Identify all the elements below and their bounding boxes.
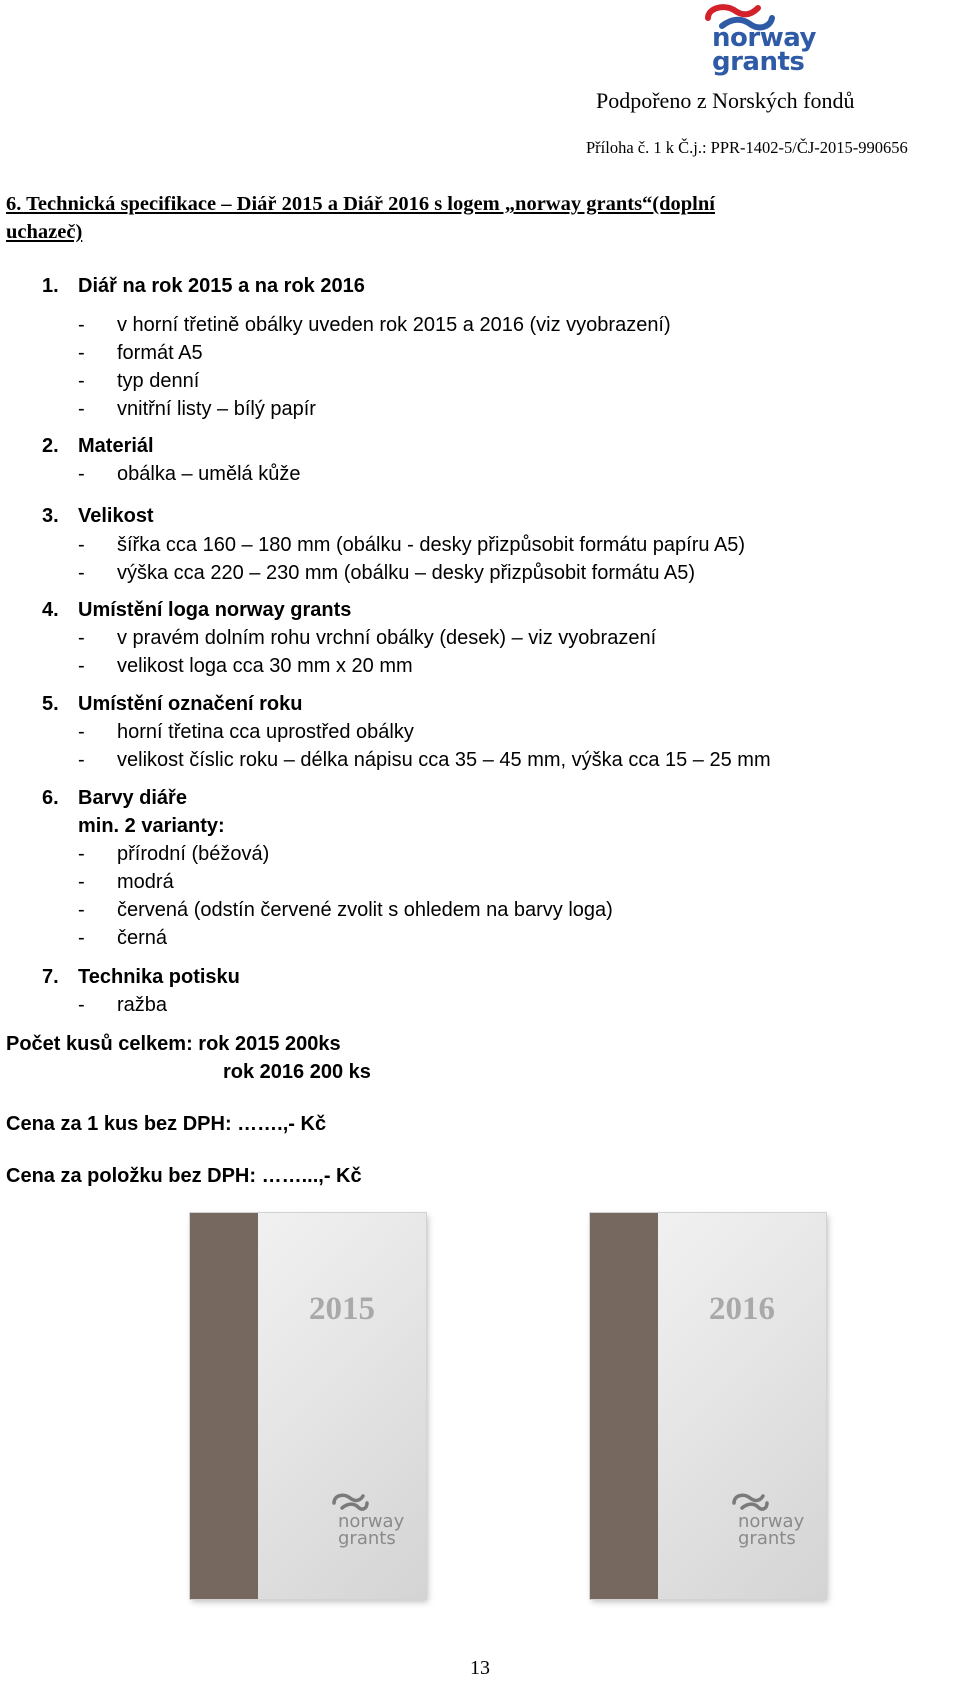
diary-logo-swoosh-icon bbox=[330, 1491, 370, 1513]
price-per-unit: Cena za 1 kus bez DPH: …….,- Kč bbox=[6, 1113, 327, 1135]
diary-year: 2016 bbox=[709, 1291, 775, 1327]
diary-logo-word-norway: norway bbox=[338, 1511, 405, 1532]
dash: - bbox=[78, 749, 85, 771]
diary-cover-2015 bbox=[190, 1213, 426, 1599]
dash: - bbox=[78, 627, 85, 649]
section-3-number: 3. bbox=[42, 505, 59, 527]
item-text: červená (odstín červené zvolit s ohledem na barvy loga) bbox=[117, 899, 613, 921]
item-text: typ denní bbox=[117, 370, 200, 392]
item-text: výška cca 220 – 230 mm (obálku – desky přizpůsobit formátu A5) bbox=[117, 562, 696, 584]
price-per-item: Cena za položku bez DPH: ……...,- Kč bbox=[6, 1165, 362, 1187]
section-3-heading: Velikost bbox=[78, 505, 154, 527]
section-1-heading: Diář na rok 2015 a na rok 2016 bbox=[78, 275, 365, 297]
section-6-number: 6. bbox=[42, 787, 59, 809]
logo-word-norway: norway bbox=[712, 23, 816, 53]
dash: - bbox=[78, 342, 85, 364]
dash: - bbox=[78, 843, 85, 865]
item-text: černá bbox=[117, 927, 168, 949]
section-6-heading: Barvy diáře bbox=[78, 787, 187, 809]
item-text: obálka – umělá kůže bbox=[117, 463, 301, 485]
supported-by-text: Podpořeno z Norských fondů bbox=[596, 88, 855, 113]
dash: - bbox=[78, 927, 85, 949]
total-quantity: Počet kusů celkem: rok 2015 200ks bbox=[6, 1033, 341, 1055]
diary-logo-word-grants: grants bbox=[338, 1528, 396, 1549]
item-text: v pravém dolním rohu vrchní obálky (desek) – viz vyobrazení bbox=[117, 627, 657, 649]
section-7-heading: Technika potisku bbox=[78, 966, 240, 988]
norway-grants-logo bbox=[700, 0, 830, 80]
page-title bbox=[6, 190, 906, 246]
diary-norway-grants-logo bbox=[330, 1491, 420, 1551]
section-2-heading: Materiál bbox=[78, 435, 154, 457]
total-quantity-2016: rok 2016 200 ks bbox=[223, 1061, 371, 1083]
section-6-subheading: min. 2 varianty: bbox=[78, 815, 225, 837]
dash: - bbox=[78, 370, 85, 392]
dash: - bbox=[78, 871, 85, 893]
item-text: formát A5 bbox=[117, 342, 203, 364]
diary-spine bbox=[590, 1213, 658, 1599]
annex-reference: Příloha č. 1 k Č.j.: PPR-1402-5/ČJ-2015-990656 bbox=[586, 138, 908, 157]
dash: - bbox=[78, 655, 85, 677]
dash: - bbox=[78, 463, 85, 485]
diary-year: 2015 bbox=[309, 1291, 375, 1327]
item-text: horní třetina cca uprostřed obálky bbox=[117, 721, 414, 743]
title-line-1: 6. Technická specifikace – Diář 2015 a Diář 2016 s logem „norway grants“(doplní bbox=[6, 193, 715, 215]
item-text: v horní třetině obálky uveden rok 2015 a 2016 (viz vyobrazení) bbox=[117, 314, 671, 336]
item-text: přírodní (béžová) bbox=[117, 843, 270, 865]
dash: - bbox=[78, 994, 85, 1016]
item-text: šířka cca 160 – 180 mm (obálku - desky přizpůsobit formátu papíru A5) bbox=[117, 534, 746, 556]
diary-logo-word-grants: grants bbox=[738, 1528, 796, 1549]
item-text: velikost loga cca 30 mm x 20 mm bbox=[117, 655, 413, 677]
item-text: velikost číslic roku – délka nápisu cca 35 – 45 mm, výška cca 15 – 25 mm bbox=[117, 749, 771, 771]
item-text: ražba bbox=[117, 994, 168, 1016]
page-number: 13 bbox=[470, 1657, 490, 1679]
item-text: modrá bbox=[117, 871, 174, 893]
section-2-number: 2. bbox=[42, 435, 59, 457]
title-line-2: uchazeč) bbox=[6, 221, 83, 243]
section-4-heading: Umístění loga norway grants bbox=[78, 599, 352, 621]
diary-norway-grants-logo bbox=[730, 1491, 820, 1551]
section-5-number: 5. bbox=[42, 693, 59, 715]
dash: - bbox=[78, 721, 85, 743]
diary-spine bbox=[190, 1213, 258, 1599]
section-7-number: 7. bbox=[42, 966, 59, 988]
dash: - bbox=[78, 534, 85, 556]
diary-logo-swoosh-icon bbox=[730, 1491, 770, 1513]
section-4-number: 4. bbox=[42, 599, 59, 621]
dash: - bbox=[78, 562, 85, 584]
dash: - bbox=[78, 314, 85, 336]
dash: - bbox=[78, 899, 85, 921]
item-text: vnitřní listy – bílý papír bbox=[117, 398, 316, 420]
diary-cover-2016 bbox=[590, 1213, 826, 1599]
logo-word-grants: grants bbox=[712, 47, 805, 77]
section-5-heading: Umístění označení roku bbox=[78, 693, 303, 715]
diary-logo-word-norway: norway bbox=[738, 1511, 805, 1532]
dash: - bbox=[78, 398, 85, 420]
section-1-number: 1. bbox=[42, 275, 59, 297]
